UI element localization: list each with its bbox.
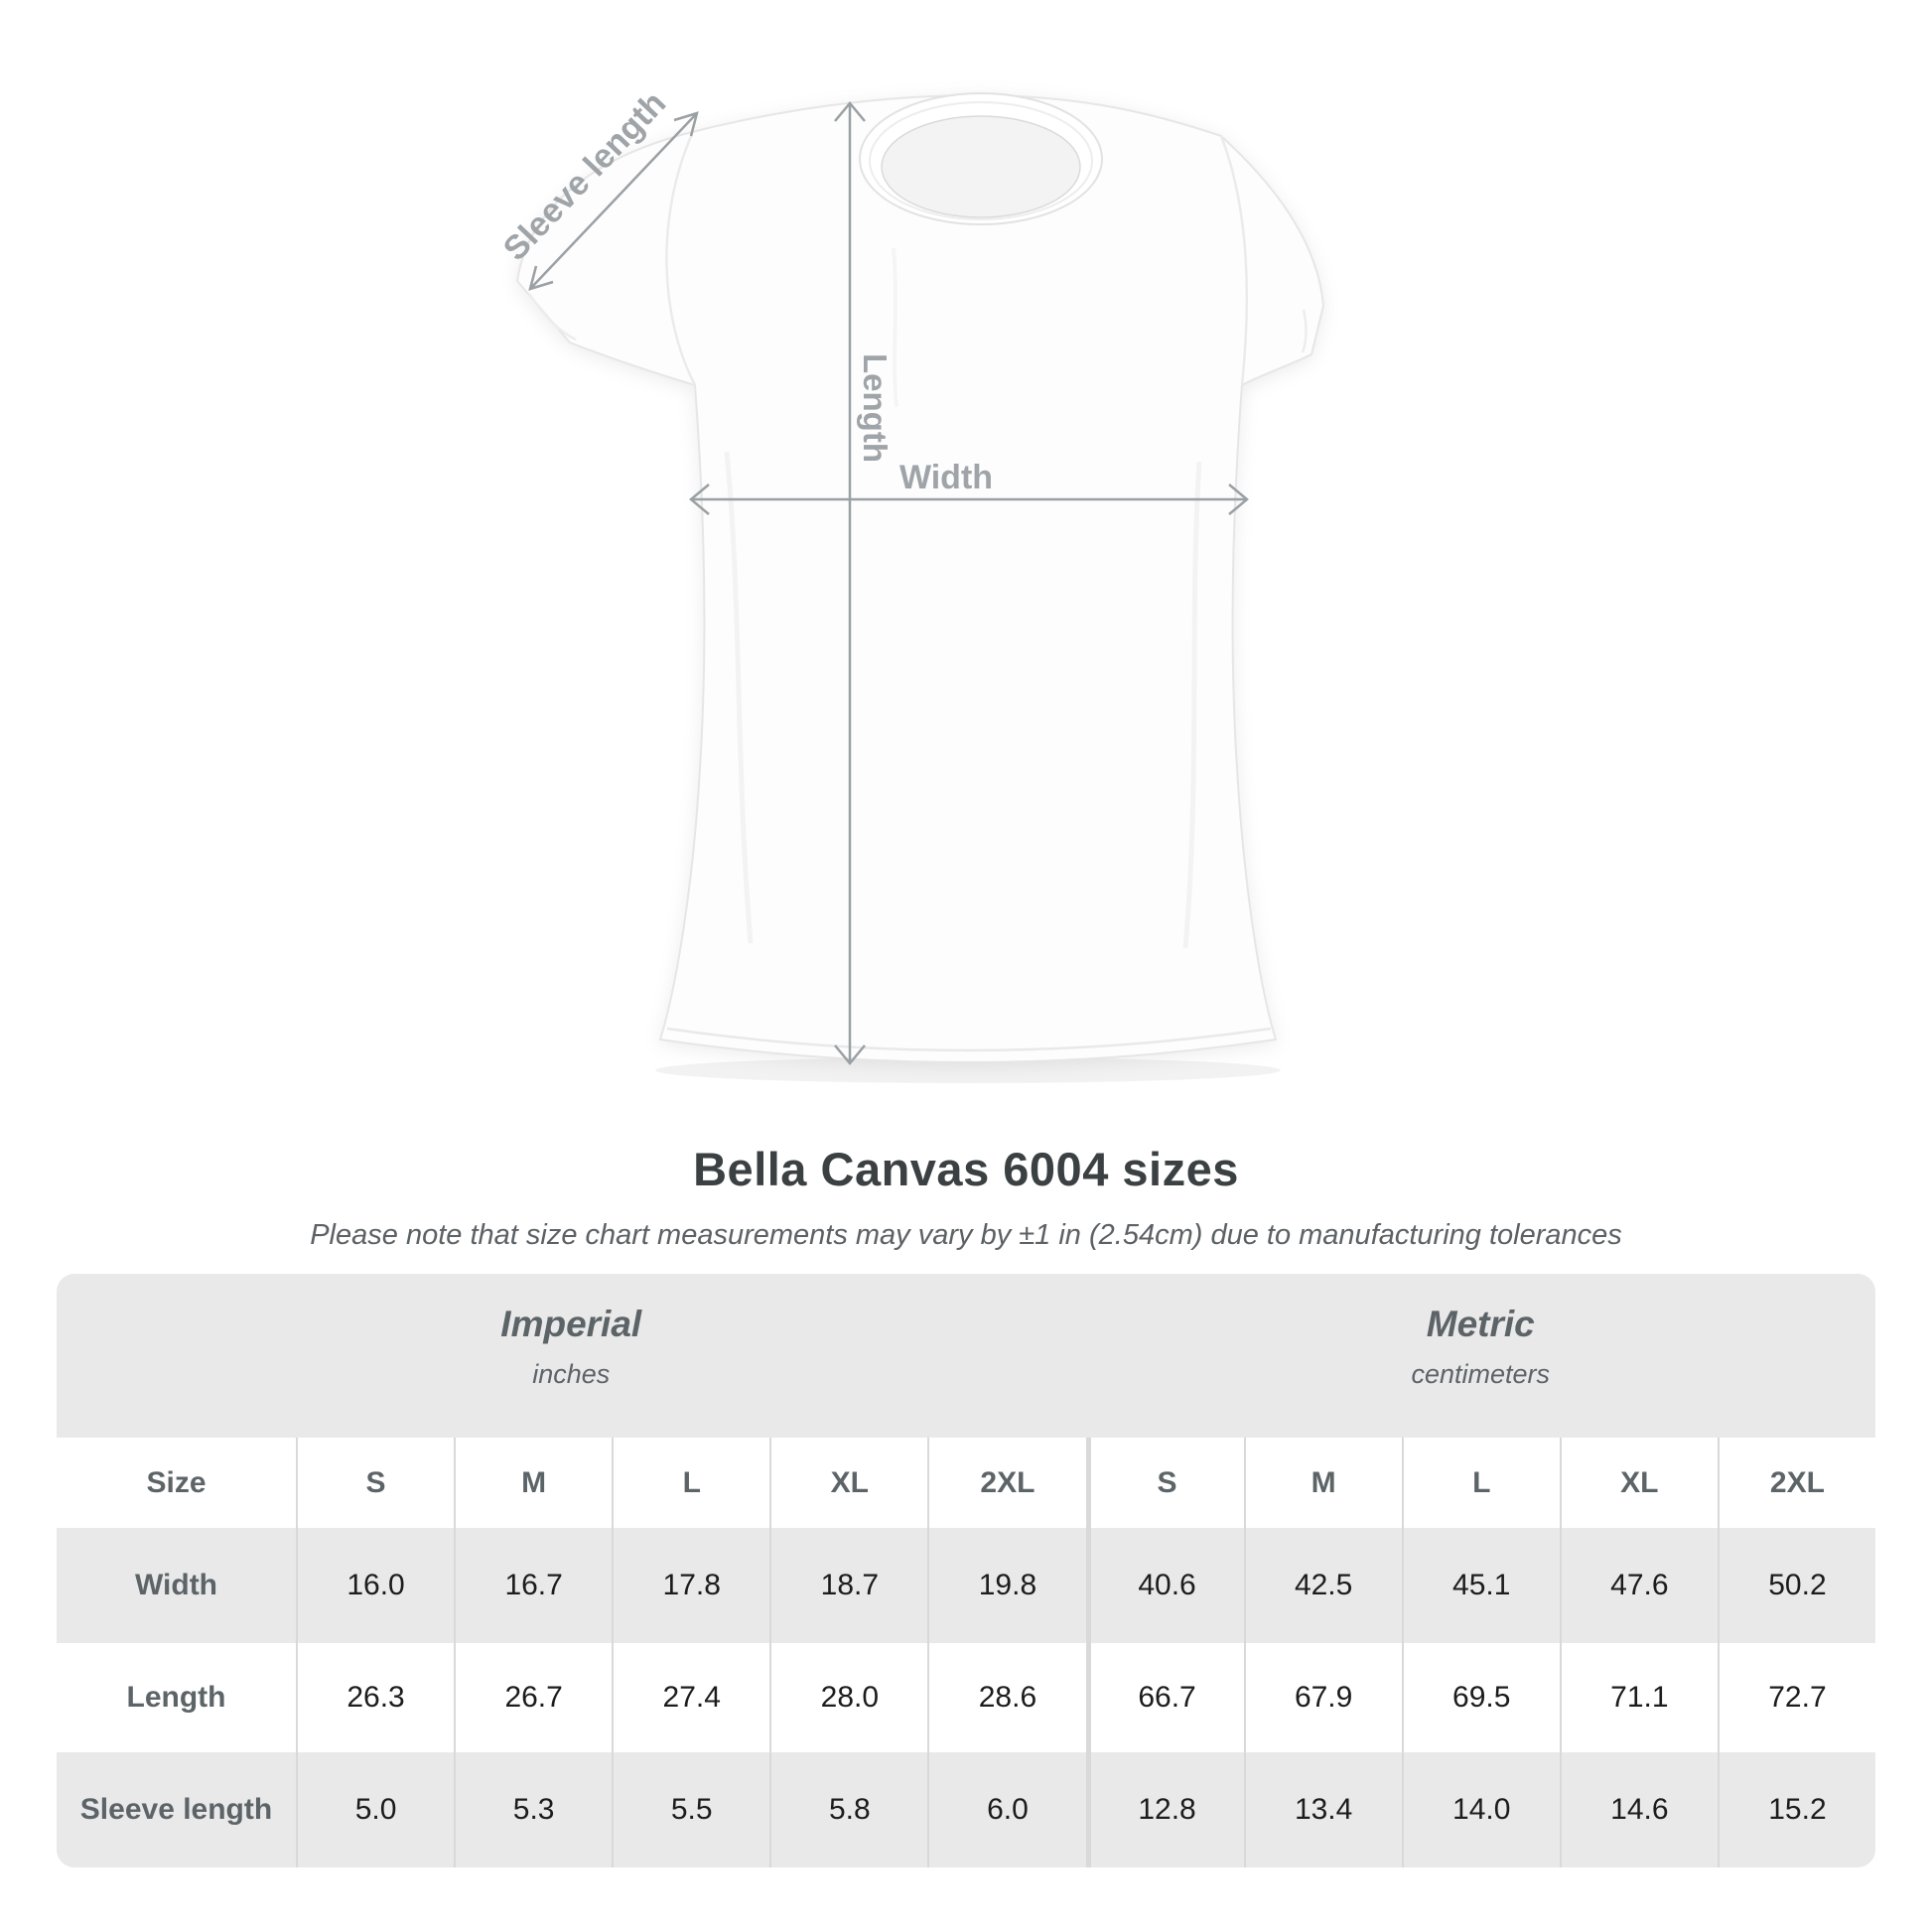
size-col-header: XL [769, 1438, 927, 1528]
table-cell: 19.8 [927, 1528, 1085, 1643]
table-cell: 27.4 [612, 1643, 769, 1752]
table-cell: 28.6 [927, 1643, 1085, 1752]
page-subtitle: Please note that size chart measurements may vary by ±1 in (2.54cm) due to manufacturing tolerances [310, 1219, 1622, 1251]
table-cell: 12.8 [1086, 1752, 1244, 1867]
table-cell: 66.7 [1086, 1643, 1244, 1752]
table-cell: 26.7 [454, 1643, 612, 1752]
table-cell: 17.8 [612, 1528, 769, 1643]
group-title: Metric [1426, 1304, 1535, 1344]
group-subtitle: centimeters [1411, 1359, 1551, 1389]
size-col-header: M [1244, 1438, 1402, 1528]
width-label: Width [898, 459, 994, 496]
table-cell: 6.0 [927, 1752, 1085, 1867]
group-subtitle: inches [532, 1359, 611, 1389]
table-cell: 5.5 [612, 1752, 769, 1867]
size-col-header: 2XL [1718, 1438, 1875, 1528]
table-cell: 67.9 [1244, 1643, 1402, 1752]
table-cell: 69.5 [1402, 1643, 1560, 1752]
group-header-metric [1086, 1274, 1876, 1438]
group-title: Imperial [500, 1304, 642, 1344]
size-col-header: L [612, 1438, 769, 1528]
tshirt-graphic [517, 93, 1323, 1062]
table-cell: 40.6 [1086, 1528, 1244, 1643]
table-cell: 71.1 [1560, 1643, 1718, 1752]
table-cell: 5.0 [296, 1752, 454, 1867]
size-chart-grid [57, 1274, 1875, 1867]
table-cell: 5.3 [454, 1752, 612, 1867]
table-cell: 50.2 [1718, 1528, 1875, 1643]
row-label: Length [57, 1643, 296, 1752]
size-col-header: 2XL [927, 1438, 1085, 1528]
group-header-imperial [57, 1274, 1086, 1438]
page-title: Bella Canvas 6004 sizes [693, 1143, 1239, 1195]
table-cell: 16.0 [296, 1528, 454, 1643]
length-label: Length [857, 353, 894, 463]
table-cell: 5.8 [769, 1752, 927, 1867]
size-chart-table [57, 1274, 1875, 1867]
table-cell: 15.2 [1718, 1752, 1875, 1867]
table-cell: 26.3 [296, 1643, 454, 1752]
size-col-header: S [296, 1438, 454, 1528]
size-col-header: M [454, 1438, 612, 1528]
table-cell: 28.0 [769, 1643, 927, 1752]
table-cell: 42.5 [1244, 1528, 1402, 1643]
table-cell: 47.6 [1560, 1528, 1718, 1643]
table-cell: 14.0 [1402, 1752, 1560, 1867]
sleeve-length-label: Sleeve length [495, 83, 674, 269]
table-cell: 14.6 [1560, 1752, 1718, 1867]
size-col-header: S [1086, 1438, 1244, 1528]
table-cell: 13.4 [1244, 1752, 1402, 1867]
row-label: Width [57, 1528, 296, 1643]
table-cell: 72.7 [1718, 1643, 1875, 1752]
table-cell: 18.7 [769, 1528, 927, 1643]
size-header-cell: Size [57, 1438, 296, 1528]
row-label: Sleeve length [57, 1752, 296, 1867]
size-col-header: XL [1560, 1438, 1718, 1528]
table-cell: 45.1 [1402, 1528, 1560, 1643]
table-cell: 16.7 [454, 1528, 612, 1643]
size-col-header: L [1402, 1438, 1560, 1528]
